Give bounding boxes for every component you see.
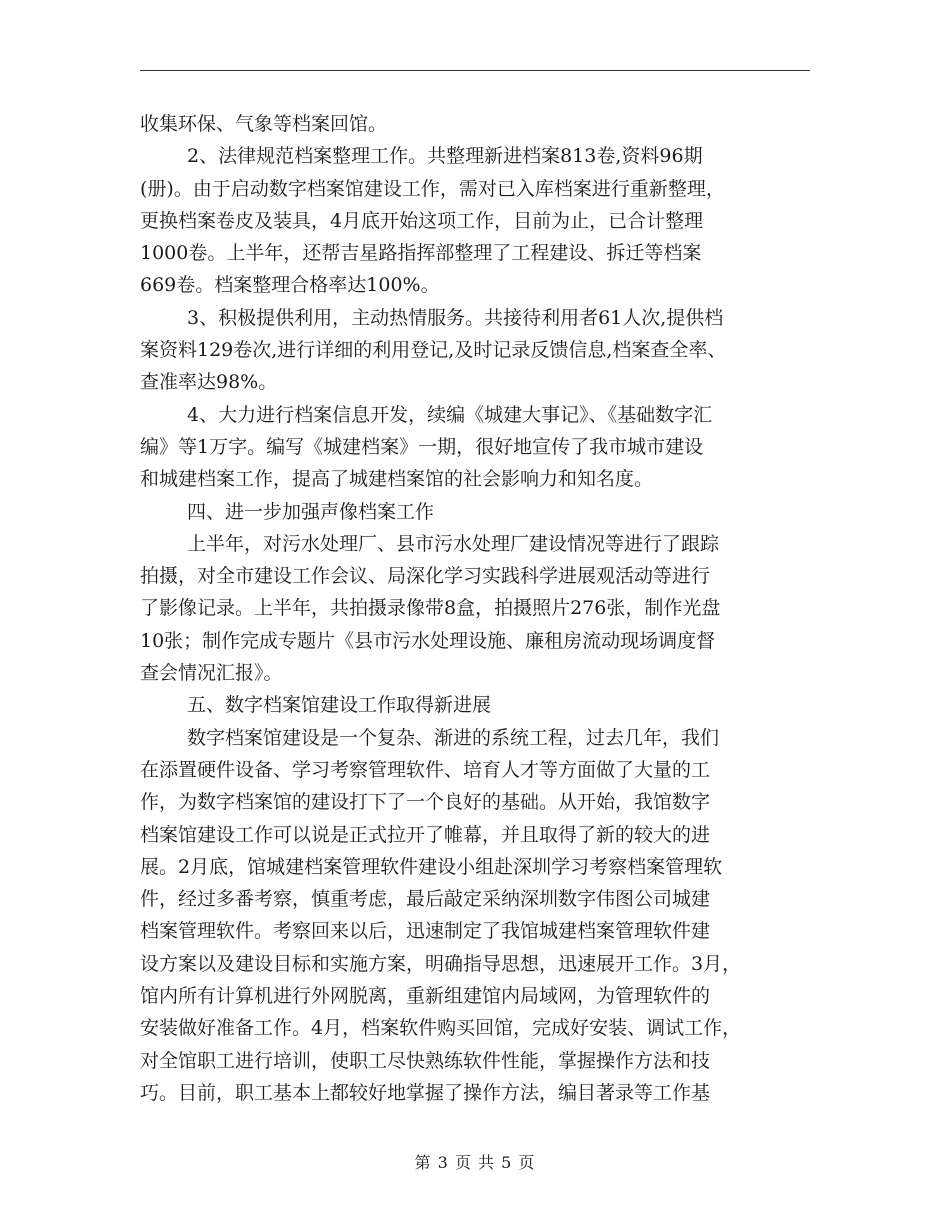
text-line: 4、大力进行档案信息开发，续编《城建大事记》、《基础数字汇 [187,403,713,426]
document-body [140,108,810,1109]
text-line: 和城建档案工作，提高了城建档案馆的社会影响力和知名度。 [140,468,654,491]
text-line: 五、数字档案馆建设工作取得新进展 [187,694,492,717]
header-rule [140,70,810,71]
text-line: 四、进一步加强声像档案工作 [187,500,435,523]
text-line: 巧。目前，职工基本上都较好地掌握了操作方法，编目著录等工作基 [140,1081,711,1104]
text-line: 了影像记录。上半年，共拍摄录像带8盒，拍摄照片276张，制作光盘 [140,597,721,620]
text-line: 更换档案卷皮及装具，4月底开始这项工作，目前为止，已合计整理 [140,209,704,232]
text-line: 档案管理软件。考察回来以后，迅速制定了我馆城建档案管理软件建 [140,920,711,943]
text-line: 对全馆职工进行培训，使职工尽快熟练软件性能，掌握操作方法和技 [140,1049,711,1072]
text-line: 展。2月底，馆城建档案管理软件建设小组赴深圳学习考察档案管理软 [140,855,723,878]
text-line: 数字档案馆建设是一个复杂、渐进的系统工程，过去几年，我们 [187,726,720,749]
text-line: 669卷。档案整理合格率达100%。 [140,274,440,297]
text-line: 1000卷。上半年，还帮吉星路指挥部整理了工程建设、拆迁等档案 [140,242,702,265]
text-line: (册)。由于启动数字档案馆建设工作，需对已入库档案进行重新整理， [140,177,725,200]
text-line: 馆内所有计算机进行外网脱离，重新组建馆内局域网，为管理软件的 [140,985,711,1008]
text-line: 设方案以及建设目标和实施方案，明确指导思想，迅速展开工作。3月， [140,952,742,975]
text-line: 在添置硬件设备、学习考察管理软件、培育人才等方面做了大量的工 [140,758,711,781]
text-line: 查会情况汇报》。 [140,662,283,685]
text-line: 档案馆建设工作可以说是正式拉开了帷幕，并且取得了新的较大的进 [140,823,711,846]
text-line: 案资料129卷次,进行详细的利用登记,及时记录反馈信息,档案查全率、 [140,339,727,362]
text-line: 上半年，对污水处理厂、县市污水处理厂建设情况等进行了跟踪 [187,532,720,555]
page-footer: 第 3 页 共 5 页 [414,1153,536,1172]
text-line: 编》等1万字。编写《城建档案》一期，很好地宣传了我市城市建设 [140,435,704,458]
text-line: 10张；制作完成专题片《县市污水处理设施、廉租房流动现场调度督 [140,629,716,652]
text-line: 安装做好准备工作。4月，档案软件购买回馆，完成好安装、调试工作， [140,1017,742,1040]
text-line: 拍摄，对全市建设工作会议、局深化学习实践科学进展观活动等进行 [140,565,711,588]
text-line: 作，为数字档案馆的建设打下了一个良好的基础。从开始，我馆数字 [140,791,711,814]
text-line: 3、积极提供利用，主动热情服务。共接待利用者61人次,提供档 [187,306,724,329]
text-line: 件，经过多番考察，慎重考虑，最后敲定采纳深圳数字伟图公司城建 [140,888,711,911]
text-line: 收集环保、气象等档案回馆。 [140,113,388,135]
text-line: 查准率达98%。 [140,371,278,394]
text-line: 2、法律规范档案整理工作。共整理新进档案813卷,资料96期 [187,145,703,168]
